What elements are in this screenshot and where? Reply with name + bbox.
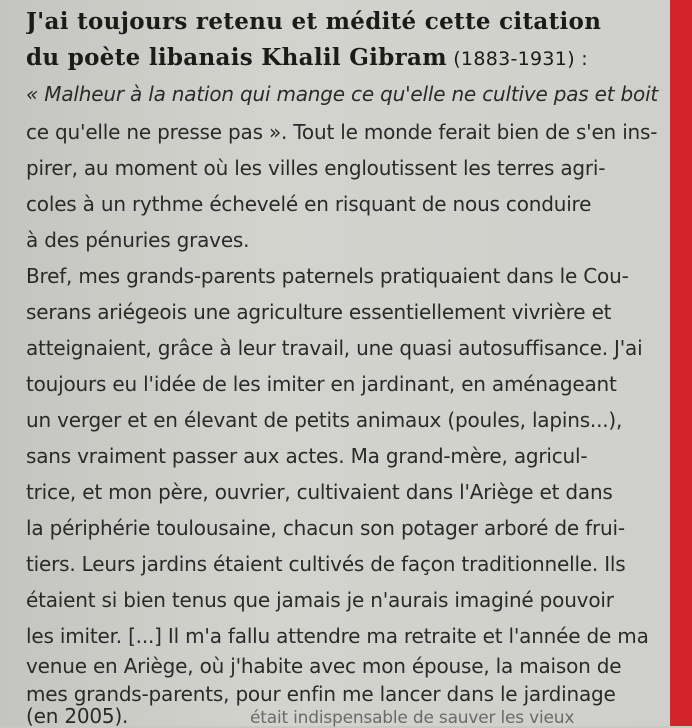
paragraph-2-line: serans ariégeois une agriculture essentiellement vivrière et [26, 300, 612, 324]
heading-line-2 [26, 44, 666, 71]
heading-line-1: J'ai toujours retenu et médité cette citation [26, 8, 602, 35]
heading-dates: (1883-1931) : [446, 48, 588, 70]
paragraph-1-line: pirer, au moment où les villes engloutissent les terres agri- [26, 156, 606, 180]
paragraph-2-line: atteignaient, grâce à leur travail, une quasi autosuffisance. J'ai [26, 336, 643, 360]
paragraph-2-line: un verger et en élevant de petits animaux (poules, lapins...), [26, 408, 623, 432]
paragraph-2-line: sans vraiment passer aux actes. Ma grand-mère, agricul- [26, 444, 588, 468]
paragraph-2-line: la périphérie toulousaine, chacun son potager arboré de frui- [26, 516, 625, 540]
paragraph-2-line: trice, et mon père, ouvrier, cultivaient dans l'Ariège et dans [26, 480, 613, 504]
paragraph-2-line: toujours eu l'idée de les imiter en jardinant, en aménageant [26, 372, 617, 396]
paragraph-1-line: coles à un rythme échevelé en risquant de nous conduire [26, 192, 592, 216]
paragraph-1-line: ce qu'elle ne presse pas ». Tout le monde ferait bien de s'en ins- [26, 120, 658, 144]
paragraph-2-line: les imiter. [...] Il m'a fallu attendre ma retraite et l'année de ma [26, 624, 649, 648]
paragraph-2-line: venue en Ariège, où j'habite avec mon épouse, la maison de [26, 654, 622, 678]
heading-text: du poète libanais Khalil Gibram [26, 44, 447, 71]
paragraph-1-line: « Malheur à la nation qui mange ce qu'elle ne cultive pas et boit [26, 82, 659, 106]
paragraph-2-line: tiers. Leurs jardins étaient cultivés de façon traditionnelle. Ils [26, 552, 626, 576]
paragraph-2-line: Bref, mes grands-parents paternels pratiquaient dans le Cou- [26, 264, 629, 288]
paragraph-2-line: étaient si bien tenus que jamais je n'aurais imaginé pouvoir [26, 588, 614, 612]
paragraph-2-line: (en 2005). [26, 704, 129, 728]
cut-off-line: était indispensable de sauver les vieux [250, 708, 575, 728]
paragraph-1-line: à des pénuries graves. [26, 228, 250, 252]
red-page-edge [670, 0, 692, 726]
paragraph-2-line: mes grands-parents, pour enfin me lancer dans le jardinage [26, 682, 616, 706]
